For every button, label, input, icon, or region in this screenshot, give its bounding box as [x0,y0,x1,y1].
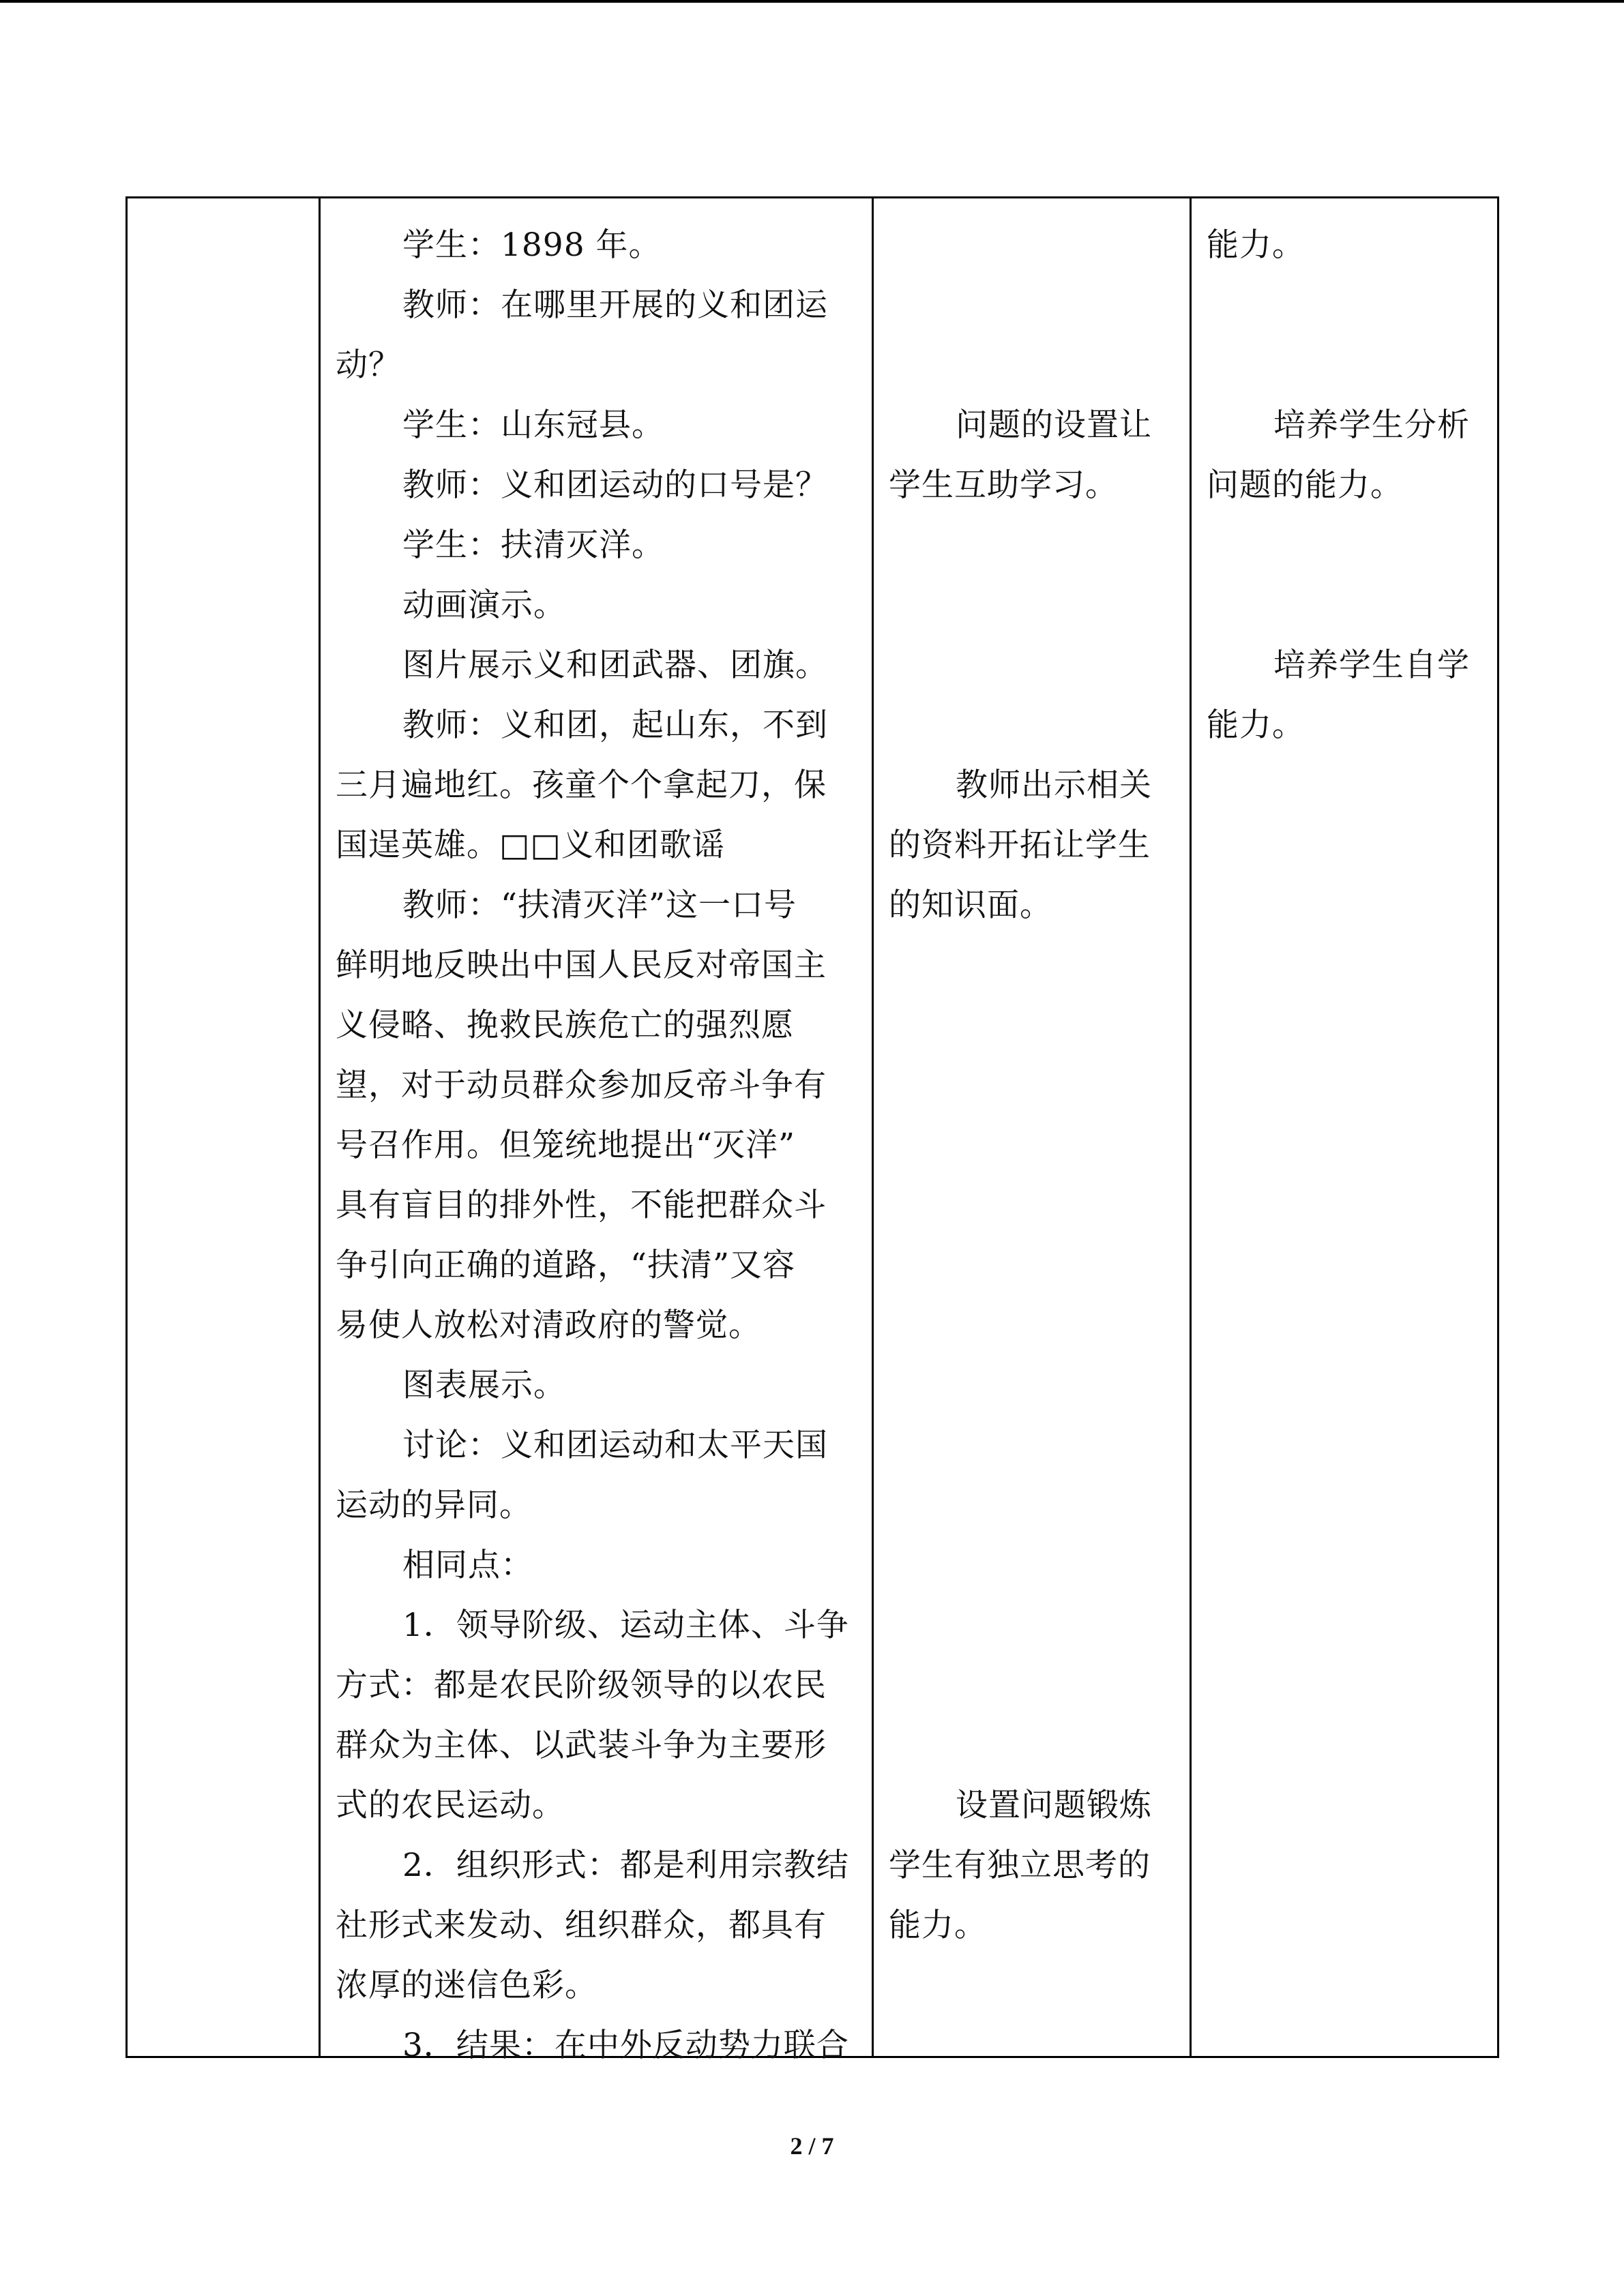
text-line [889,996,1176,1056]
text-line: 动？ [336,346,401,384]
text-line [889,1296,1176,1356]
text-line: 设置问题锻炼 [956,1787,1152,1824]
text-line: 鲜明地反映出中国人民反对帝国主 [336,946,827,984]
teaching-content-text [336,215,858,2076]
text-line: 教师：义和团运动的口号是？ [402,466,828,504]
text-line: 义侵略、挽救民族危亡的强烈愿 [336,1007,794,1044]
page-top-rule [0,0,1624,3]
text-line: 学生有独立思考的 [889,1847,1151,1884]
text-line: 问题的设置让 [956,406,1152,444]
text-line [889,636,1176,696]
text-line: 方式：都是农民阶级领导的以农民 [336,1667,827,1704]
text-line: 问题的能力。 [1207,466,1403,504]
text-line: 运动的异同。 [336,1487,532,1524]
text-line [889,1416,1176,1476]
text-line: 培养学生分析 [1273,406,1470,444]
design-intent-text [889,215,1176,1956]
text-line: 三月遍地红。孩童个个拿起刀，保 [336,766,827,804]
text-line: 3．结果：在中外反动势力联合 [402,2027,849,2064]
text-line: 易使人放松对清政府的警觉。 [336,1307,761,1344]
text-line: 能力。 [889,1907,987,1944]
text-line: 培养学生自学 [1273,646,1470,684]
text-line [889,1596,1176,1656]
text-line: 教师：在哪里开展的义和团运 [402,286,828,324]
text-line [889,1656,1176,1716]
text-line: 式的农民运动。 [336,1787,565,1824]
text-line [1207,576,1483,636]
text-line [889,936,1176,996]
text-line [889,215,1176,275]
text-line: 2．组织形式：都是利用宗教结 [402,1847,849,1884]
text-line: 讨论：义和团运动和太平天国 [402,1427,828,1464]
text-line [889,1056,1176,1116]
text-line [889,1476,1176,1536]
text-line: 教师：“扶清灭洋”这一口号 [402,886,797,924]
text-line: 社形式来发动、组织群众，都具有 [336,1907,827,1944]
text-line: 图表展示。 [402,1367,566,1404]
text-line: 动画演示。 [402,586,566,624]
text-line [889,516,1176,576]
text-line: 学生：扶清灭洋。 [402,526,664,564]
text-line [889,275,1176,336]
text-line [1207,336,1483,396]
text-line [889,336,1176,396]
text-line [1207,516,1483,576]
text-line [889,696,1176,756]
text-line: 图片展示义和团武器、团旗。 [402,646,828,684]
text-line: 学生：1898 年。 [402,226,662,264]
text-line: 浓厚的迷信色彩。 [336,1967,597,2004]
text-line [889,1356,1176,1416]
text-line: 的知识面。 [889,886,1052,924]
text-line [889,1236,1176,1296]
text-line: 国逞英雄。□□义和团歌谣 [336,826,725,864]
text-line [889,1176,1176,1236]
text-line: 相同点： [402,1547,533,1584]
teaching-goal-column [1192,198,1497,2056]
text-line: 学生：山东冠县。 [402,406,664,444]
text-line: 争引向正确的道路，“扶清”又容 [336,1247,796,1284]
teaching-content-column [321,198,874,2064]
text-line: 号召作用。但笼统地提出“灭洋” [336,1127,796,1164]
text-line: 教师出示相关 [956,766,1152,804]
text-line [889,576,1176,636]
text-line: 1．领导阶级、运动主体、斗争 [402,1607,849,1644]
text-line: 望，对于动员群众参加反帝斗争有 [336,1067,827,1104]
page-number: 2 / 7 [790,2132,834,2160]
text-line: 的资料开拓让学生 [889,826,1151,864]
text-line: 学生互助学习。 [889,466,1118,504]
design-intent-column [874,198,1192,2056]
text-line: 能力。 [1207,706,1305,744]
teaching-goal-text [1207,215,1483,756]
text-line: 群众为主体、以武装斗争为主要形 [336,1727,827,1764]
text-line [889,1716,1176,1776]
text-line: 能力。 [1207,226,1305,264]
stage-column [128,198,321,2056]
lesson-plan-table [126,196,1499,2064]
text-line [1207,275,1483,336]
text-line [889,1536,1176,1596]
text-line: 具有盲目的排外性，不能把群众斗 [336,1187,827,1224]
text-line: 教师：义和团，起山东，不到 [402,706,828,744]
text-line [889,1116,1176,1176]
